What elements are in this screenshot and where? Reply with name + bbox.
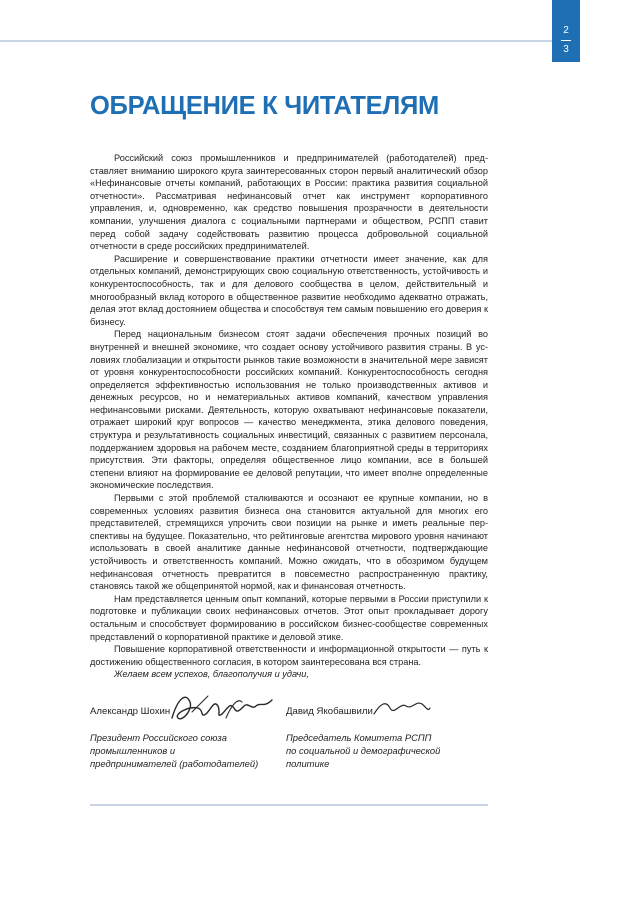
- signer-name-shokhin: Александр Шохин: [90, 706, 171, 717]
- page-number-separator: [561, 40, 571, 41]
- signer-name-yakobashvili: Давид Якобашвили: [286, 706, 373, 717]
- paragraph: Нам представляется ценным опыт компаний, которые первыми в России приступили к подготовке и публикации своих нефинансовых отчетов. Этот опыт прокладывает дорогу остальным и способствует формированию в российском бизнес-сообществе современных представлений о корпоративной практике и деловой этике.: [90, 593, 488, 642]
- signer-position-shokhin: [90, 732, 275, 770]
- bottom-divider: [90, 804, 488, 806]
- closing-wish: Желаем всем успехов, благополучия и удачи,: [114, 669, 309, 680]
- total-page-number: 3: [563, 44, 569, 55]
- paragraph: Российский союз промышленников и предпринимателей (работодателей) представляет вниманию широкого круга заинтересованных сторон первый аналитический обзор «Нефинансовые отчеты компаний, работающих в России: практика развития социальной отчетности». Рассматривая нефинансовый отчет как инструмент корпоративного управления, и, одновременно, как средство повышения прозрачности в деятельности компании, улучшения диалога с социальными партнерами и обществом, РСПП ставит перед собой задачу содействовать развитию процесса добровольной социальной отчетности в среде российских предпринимателей.: [90, 153, 488, 252]
- signature-yakobashvili: [372, 694, 432, 724]
- position-line: по социальной и демографической: [286, 744, 441, 756]
- paragraph: Первыми с этой проблемой сталкиваются и осознают ее крупные компании, но в современных условиях развития бизнеса она становится актуальной для многих его представителей, стремящихся упрочить свои позиции на рынке и иметь реальные перспективы на будущее. Показательно, что рейтинговые агентства мирового уровня начинают использовать в своей аналитике данные нефинансовой отчетности, подтверждающие устойчивость и ответственность компаний. Можно ожидать, что в обозримом будущем нефинансовая отчетность превратится в повсеместно распространенную практику, становясь такой же общепринятой нормой, как и финансовая отчетность.: [90, 493, 488, 592]
- paragraph: Перед национальным бизнесом стоят задачи обеспечения прочных позиций во внутренней и внешней экономике, что создает основу устойчивого развития страны. В условиях глобализации и открытости рынков такие возможности в значительной мере зависят от уровня конкурентоспособности российских компаний. Конкурентоспособность сегодня определяется эффективностью использования не только производственных активов и денежных ресурсов, но и нематериальных активов компаний, качеством управления нефинансовыми рисками. Деятельность, которую охватывают нефинансовые показатели, отражает широкий круг вопросов — качество менеджмента, этика делового поведения, структура и результативность социальных инвестиций, связанных с развитием персонала, поддержанием здоровья на рабочем месте, созданием благоприятной среды в территориях присутствия. Эти факторы, определяя общественное лицо компании, все в большей степени влияют на формирование ее деловой репутации, что имеет вполне определенные экономические последствия.: [90, 329, 488, 491]
- page-title: ОБРАЩЕНИЕ К ЧИТАТЕЛЯМ: [90, 92, 439, 120]
- position-line: предпринимателей (работодателей): [90, 757, 259, 769]
- position-line: политике: [286, 757, 330, 769]
- letter-body: [90, 152, 488, 681]
- signature-shokhin: [168, 688, 278, 728]
- position-line: Председатель Комитета РСПП: [286, 732, 432, 743]
- paragraph: Повышение корпоративной ответственности и информационной открытости — путь к достижению общественного согласия, в котором заинтересована вся страна.: [90, 644, 488, 667]
- paragraph: Расширение и совершенствование практики отчетности имеет значение, как для отдельных компаний, демонстрирующих свою социальную ответственность, устойчивость и конкурентоспособность, так и для делового сообщества в целом, действительный и многообразный вклад которого в общественное развитие необходимо адекватно отражать, делая этот вклад достоянием общества и способствуя тем самым повышению его доверия к бизнесу.: [90, 253, 488, 327]
- current-page-number: 2: [563, 25, 569, 36]
- position-line: промышленников и: [90, 744, 176, 756]
- top-divider: [0, 40, 552, 42]
- position-line: Президент Российского союза: [90, 732, 227, 743]
- page-number-tab: [552, 0, 580, 62]
- signer-position-yakobashvili: [286, 732, 486, 770]
